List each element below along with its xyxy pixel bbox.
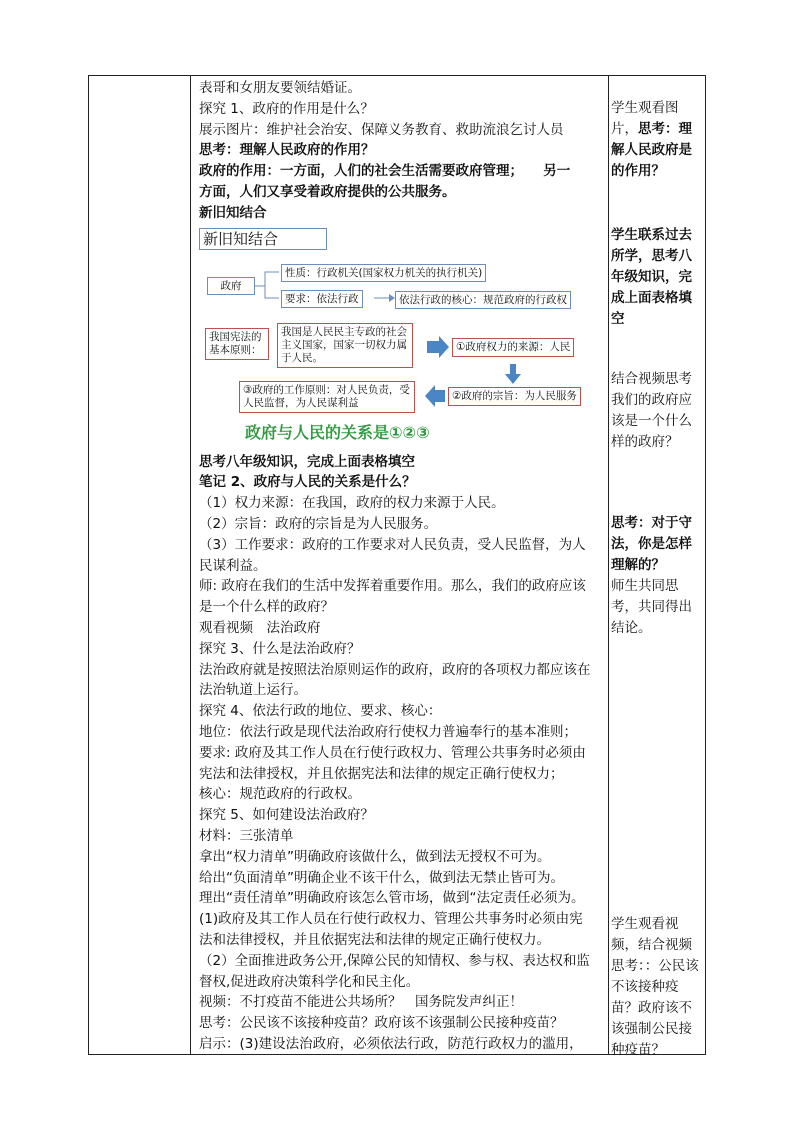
main-content-cell [199,78,603,1055]
text-line: 表哥和女朋友要领结婚证。 [199,80,361,96]
text-line: 核心：规范政府的行政权。 [199,786,361,803]
column-divider [608,76,609,1054]
text-line: 探究 1、政府的作用是什么？ [199,100,374,117]
text-line: 展示图片：维护社会治安、保障义务教育、救助流浪乞讨人员 [199,121,564,138]
text-line: 笔记 2、政府与人民的关系是什么？ [199,474,416,491]
activity-note: 学生联系过去所学，思考八年级知识，完成上面表格填空 [611,227,692,327]
text-line: 拿出“权力清单”明确政府该做什么，做到法无授权不可为。 [199,848,551,865]
text-line: 探究 5、如何建设法治政府？ [199,807,374,824]
text-line: 督权,促进政府决策科学化和民主化。 [199,973,420,990]
text-line: 启示：(3)建设法治政府，必须依法行政，防范行政权力的滥用， [199,1035,583,1052]
activity-note: 结合视频思考我们的政府应该是一个什么样的政府？ [611,371,692,450]
text-line: 理出“责任清单”明确政府该怎么管市场，做到“法定责任必须为。 [199,890,585,907]
text-line: 地位：依法行政是现代法治政府行使权力普遍奉行的基本准则； [199,723,577,740]
text-line: （1）权力来源：在我国，政府的权力来源于人民。 [199,495,505,512]
top-text-block [199,78,603,224]
text-line: 新旧知结合 [199,204,267,221]
text-line: 宪法和法律授权，并且依据宪法和法律的规定正确行使权力； [199,765,564,782]
text-line: 思考八年级知识，完成上面表格填空 [199,453,415,470]
text-line: 给出“负面清单”明确企业不该干什么，做到法无禁止皆可为。 [199,869,564,886]
purpose-box: ②政府的宗旨：为人民服务 [448,387,581,406]
text-line: 思考：理解人民政府的作用？ [199,142,375,159]
text-line: 法和法律授权，并且依据宪法和法律的规定正确行使权力。 [199,931,550,948]
text-line: 法治政府就是按照法治原则运作的政府，政府的各项权力都应该在 [199,661,591,678]
text-line: （2）宗旨：政府的宗旨是为人民服务。 [199,515,438,532]
text-line: 方面，人们又享受着政府提供的公共服务。 [199,183,456,200]
core-box: 依法行政的核心：规范政府的行政权 [395,291,571,309]
text-line: （2）全面推进政务公开,保障公民的知情权、参与权、表达权和监 [199,952,590,969]
requirement-box: 要求：依法行政 [281,290,363,308]
bottom-text-block [199,452,603,1055]
activity-note: 师生共同思考，共同得出结论。 [611,578,692,636]
activity-note: 学生观看图片，思考：理解人民政府是的作用？ [611,100,692,179]
column-divider [190,76,191,1054]
activity-note: 思考：对于守法，你是怎样理解的？ [611,515,692,573]
text-line: 探究 3、什么是法治政府？ [199,640,361,657]
text-line: 民谋利益。 [199,557,267,574]
lesson-table [88,75,706,1058]
concept-diagram [199,224,603,452]
text-line: 材料：三张清单 [199,827,294,844]
text-line: 师: 政府在我们的生活中发挥着重要作用。那么，我们的政府应该 [199,578,586,595]
text-line: 观看视频 法治政府 [199,619,321,636]
text-line: 法治轨道上运行。 [199,682,307,699]
text-line: 思考：公民该不该接种疫苗？政府该不该强制公民接种疫苗？ [199,1015,564,1032]
source-box: ①政府权力的来源：人民 [452,338,574,357]
activity-note: 学生观看视频，结合视频思考：：公民该不该接种疫苗？政府该不该强制公民接种疫苗？ [611,916,699,1058]
work-principle-box: ③政府的工作原则：对人民负责，受人民监督，为人民谋利益 [239,381,415,413]
text-line: （3）工作要求：政府的工作要求对人民负责，受人民监督，为人 [199,536,586,553]
text-line: 要求: 政府及其工作人员在行使行政权力、管理公共事务时必须由 [199,744,586,761]
nature-box: 性质：行政机关(国家权力机关的执行机关) [281,264,486,282]
text-line: 视频：不打疫苗不能进公共场所？ 国务院发声纠正！ [199,994,523,1011]
text-line: 探究 4、依法行政的地位、要求、核心： [199,703,442,720]
relation-heading: 政府与人民的关系是①②③ [245,422,430,442]
principle-text-box: 我国是人民民主专政的社会主义国家，国家一切权力属于人民。 [277,323,413,368]
principle-label-box: 我国宪法的基本原则： [205,328,269,360]
text-line: 是一个什么样的政府？ [199,599,334,616]
gov-box: 政府 [207,277,255,295]
text-line: (1)政府及其工作人员在行使行政权力、管理公共事务时必须由宪 [199,911,583,928]
text-line: 政府的作用：一方面，人们的社会生活需要政府管理； 另一 [199,163,571,180]
diagram-title: 新旧知结合 [199,228,327,250]
